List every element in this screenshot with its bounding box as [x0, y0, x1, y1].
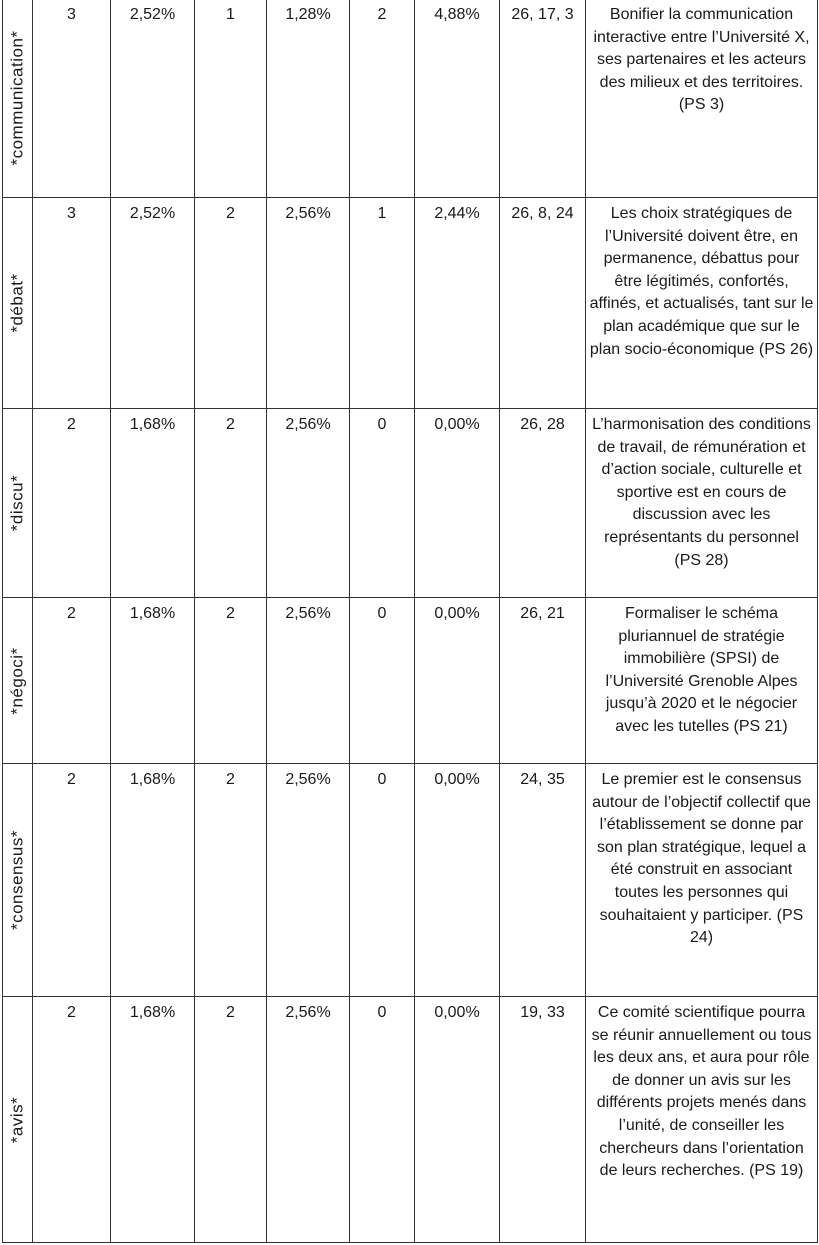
pct-c-cell: 0,00%	[415, 764, 500, 997]
count-b-cell: 2	[195, 598, 267, 764]
pct-a-cell: 1,68%	[111, 409, 195, 598]
table-row	[3, 0, 818, 198]
table-row	[3, 764, 818, 997]
term-cell	[3, 598, 33, 764]
count-a-cell: 2	[33, 997, 111, 1243]
count-a-cell: 3	[33, 0, 111, 198]
pct-c-cell: 0,00%	[415, 598, 500, 764]
refs-cell: 24, 35	[500, 764, 586, 997]
example-quote-cell: Les choix stratégiques de l’Université doivent être, en permanence, débattus pour être légitimés, confortés, affinés, et actualisés, tant sur le plan académique que sur le plan socio-économique (PS 26)	[586, 198, 818, 409]
count-b-cell: 2	[195, 764, 267, 997]
term-label: *communication*	[7, 30, 27, 166]
pct-a-cell: 1,68%	[111, 764, 195, 997]
pct-b-cell: 2,56%	[267, 598, 350, 764]
example-quote-cell: Formaliser le schéma pluriannuel de stratégie immobilière (SPSI) de l’Université Grenoble Alpes jusqu’à 2020 et le négocier avec les tutelles (PS 21)	[586, 598, 818, 764]
pct-b-cell: 1,28%	[267, 0, 350, 198]
count-a-cell: 2	[33, 409, 111, 598]
count-c-cell: 2	[350, 0, 415, 198]
count-a-cell: 3	[33, 198, 111, 409]
pct-c-cell: 2,44%	[415, 198, 500, 409]
count-b-cell: 2	[195, 997, 267, 1243]
refs-cell: 19, 33	[500, 997, 586, 1243]
pct-b-cell: 2,56%	[267, 409, 350, 598]
count-a-cell: 2	[33, 764, 111, 997]
pct-b-cell: 2,56%	[267, 997, 350, 1243]
count-c-cell: 0	[350, 997, 415, 1243]
refs-cell: 26, 17, 3	[500, 0, 586, 198]
count-c-cell: 0	[350, 409, 415, 598]
pct-a-cell: 2,52%	[111, 0, 195, 198]
count-b-cell: 2	[195, 409, 267, 598]
term-cell	[3, 409, 33, 598]
pct-a-cell: 2,52%	[111, 198, 195, 409]
count-b-cell: 1	[195, 0, 267, 198]
pct-a-cell: 1,68%	[111, 997, 195, 1243]
table-row	[3, 598, 818, 764]
table-row	[3, 997, 818, 1243]
pct-a-cell: 1,68%	[111, 598, 195, 764]
pct-c-cell: 4,88%	[415, 0, 500, 198]
count-c-cell: 0	[350, 598, 415, 764]
term-label: *discu*	[7, 474, 27, 532]
term-label: *avis*	[7, 1096, 27, 1143]
example-quote-cell: L’harmonisation des conditions de travail, de rémunération et d’action sociale, culturelle et sportive est en cours de discussion avec les représentants du personnel (PS 28)	[586, 409, 818, 598]
table-row	[3, 409, 818, 598]
refs-cell: 26, 21	[500, 598, 586, 764]
term-label: *débat*	[7, 273, 27, 333]
term-label: *négoci*	[7, 646, 27, 715]
refs-cell: 26, 28	[500, 409, 586, 598]
term-cell	[3, 997, 33, 1243]
term-label: *consensus*	[7, 829, 27, 931]
term-cell	[3, 0, 33, 198]
example-quote-cell: Ce comité scientifique pourra se réunir annuellement ou tous les deux ans, et aura pour rôle de donner un avis sur les différents projets menés dans l’unité, de conseiller les chercheurs dans l’orientation de leurs recherches. (PS 19)	[586, 997, 818, 1243]
example-quote-cell: Le premier est le consensus autour de l’objectif collectif que l’établissement se donne par son plan stratégique, lequel a été construit en associant toutes les personnes qui souhaitaient y participer. (PS 24)	[586, 764, 818, 997]
pct-c-cell: 0,00%	[415, 997, 500, 1243]
example-quote-cell: Bonifier la communication interactive entre l’Université X, ses partenaires et les acteurs des milieux et des territoires. (PS 3)	[586, 0, 818, 198]
term-cell	[3, 198, 33, 409]
count-b-cell: 2	[195, 198, 267, 409]
pct-c-cell: 0,00%	[415, 409, 500, 598]
pct-b-cell: 2,56%	[267, 764, 350, 997]
pct-b-cell: 2,56%	[267, 198, 350, 409]
count-c-cell: 1	[350, 198, 415, 409]
count-a-cell: 2	[33, 598, 111, 764]
count-c-cell: 0	[350, 764, 415, 997]
table-row	[3, 198, 818, 409]
term-frequency-table	[2, 0, 818, 1243]
refs-cell: 26, 8, 24	[500, 198, 586, 409]
term-cell	[3, 764, 33, 997]
